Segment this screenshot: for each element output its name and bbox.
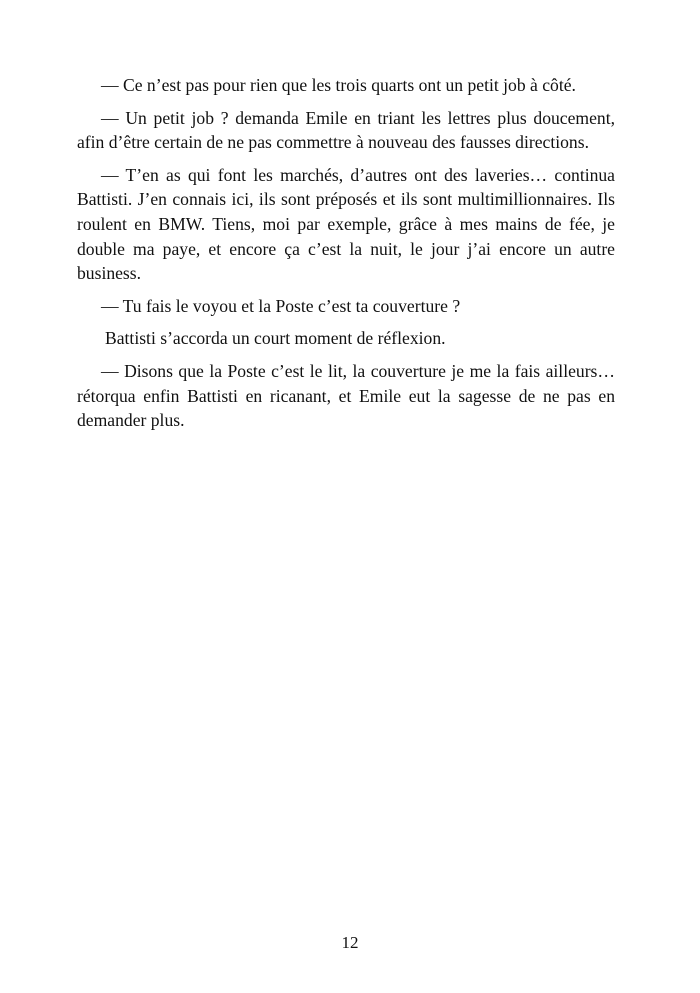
paragraph-4: — Tu fais le voyou et la Poste c’est ta couverture ?	[101, 295, 461, 316]
paragraph-1: — Ce n’est pas pour rien que les trois quarts ont un petit job à côté.	[101, 75, 576, 95]
paragraph-3: — T’en as qui font les marchés, d’autres ont des laveries… continua Battisti. J’en connais ici, ils sont préposés et ils sont multimillionnaires. Ils roulent en BMW. Tiens, moi par exemple, grâce à mes mains de fée, je double ma paye, et encore ça c’est la nuit, le jour j’ai encore un autre business.	[77, 164, 615, 284]
paragraph-6: — Disons que la Poste c’est le lit, la couverture je me la fais ailleurs… rétorqua enfin Battisti en ricanant, et Emile eut la sagesse de ne pas en demander plus.	[77, 360, 615, 431]
paragraph-5: Battisti s’accorda un court moment de réflexion.	[105, 328, 446, 349]
paragraph-2: — Un petit job ? demanda Emile en triant les lettres plus doucement, afin d’être certain de ne pas commettre à nouveau des fausses directions.	[77, 107, 615, 153]
page-number: 12	[341, 933, 359, 952]
body-text	[77, 73, 615, 441]
